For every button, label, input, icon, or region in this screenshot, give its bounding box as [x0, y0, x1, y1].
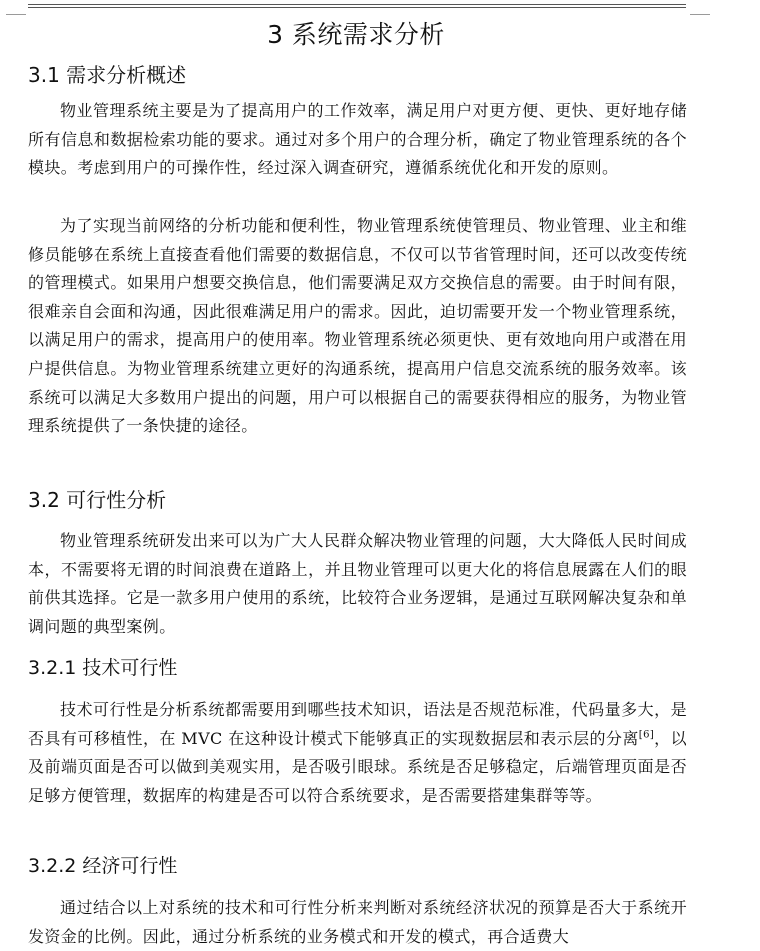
paragraph-3-2-1-text-start: 技术可行性是分析系统都需要用到哪些技术知识，语法是否规范标准，代码量多大，是否具有可移植性，在 MVC 在这种设计模式下能够真正的实现数据层和表示层的分离 [28, 700, 687, 748]
paragraph-3-2-1-text-end: ，以及前端页面是否可以做到美观实用，是否吸引眼球。系统是否足够稳定，后端管理页面是否足够方便管理，数据库的构建是否可以符合系统要求，是否需要搭建集群等等。 [28, 728, 688, 805]
paragraph-3-2-2: 通过结合以上对系统的技术和可行性分析来判断对系统经济状况的预算是否大于系统开发资金的比例。因此，通过分析系统的业务模式和开发的模式，再合适费大 [28, 898, 687, 946]
section-heading-3-2-2: 3.2.2 经济可行性 [28, 855, 178, 877]
citation-reference: [6] [638, 729, 655, 741]
margin-corner-mark-left [6, 14, 26, 15]
paragraph-3-2-1 [28, 696, 687, 810]
header-rule-bottom [28, 7, 686, 8]
paragraph-3-1-b: 为了实现当前网络的分析功能和便利性，物业管理系统使管理员、物业管理、业主和维修员能够在系统上直接查看他们需要的数据信息，不仅可以节省管理时间，还可以改变传统的管理模式。如果用户想要交换信息，他们需要满足双方交换信息的需要。由于时间有限，很难亲自会面和沟通，因此很难满足用户的需求。因此，迫切需要开发一个物业管理系统，以满足用户的需求，提高用户的使用率。物业管理系统必须更快、更有效地向用户或潜在用户提供信息。为物业管理系统建立更好的沟通系统，提高用户信息交流系统的服务效率。该系统可以满足大多数用户提出的问题，用户可以根据自己的需要获得相应的服务，为物业管理系统提供了一条快捷的途径。 [28, 216, 687, 436]
section-heading-3-2-1: 3.2.1 技术可行性 [28, 657, 178, 679]
margin-corner-mark-right [690, 14, 710, 15]
header-rule-top [28, 4, 686, 5]
paragraph-3-1-a: 物业管理系统主要是为了提高用户的工作效率，满足用户对更方便、更快、更好地存储所有信息和数据检索功能的要求。通过对多个用户的合理分析，确定了物业管理系统的各个模块。考虑到用户的可操作性，经过深入调查研究，遵循系统优化和开发的原则。 [28, 101, 687, 178]
section-heading-3-1: 3.1 需求分析概述 [28, 63, 187, 87]
paragraph-3-2: 物业管理系统研发出来可以为广大人民群众解决物业管理的问题，大大降低人民时间成本，不需要将无谓的时间浪费在道路上，并且物业管理可以更大化的将信息展露在人们的眼前供其选择。它是一款多用户使用的系统，比较符合业务逻辑，是通过互联网解决复杂和单调问题的典型案例。 [28, 531, 687, 636]
section-heading-3-2: 3.2 可行性分析 [28, 488, 167, 512]
chapter-title: 3 系统需求分析 [267, 20, 445, 49]
